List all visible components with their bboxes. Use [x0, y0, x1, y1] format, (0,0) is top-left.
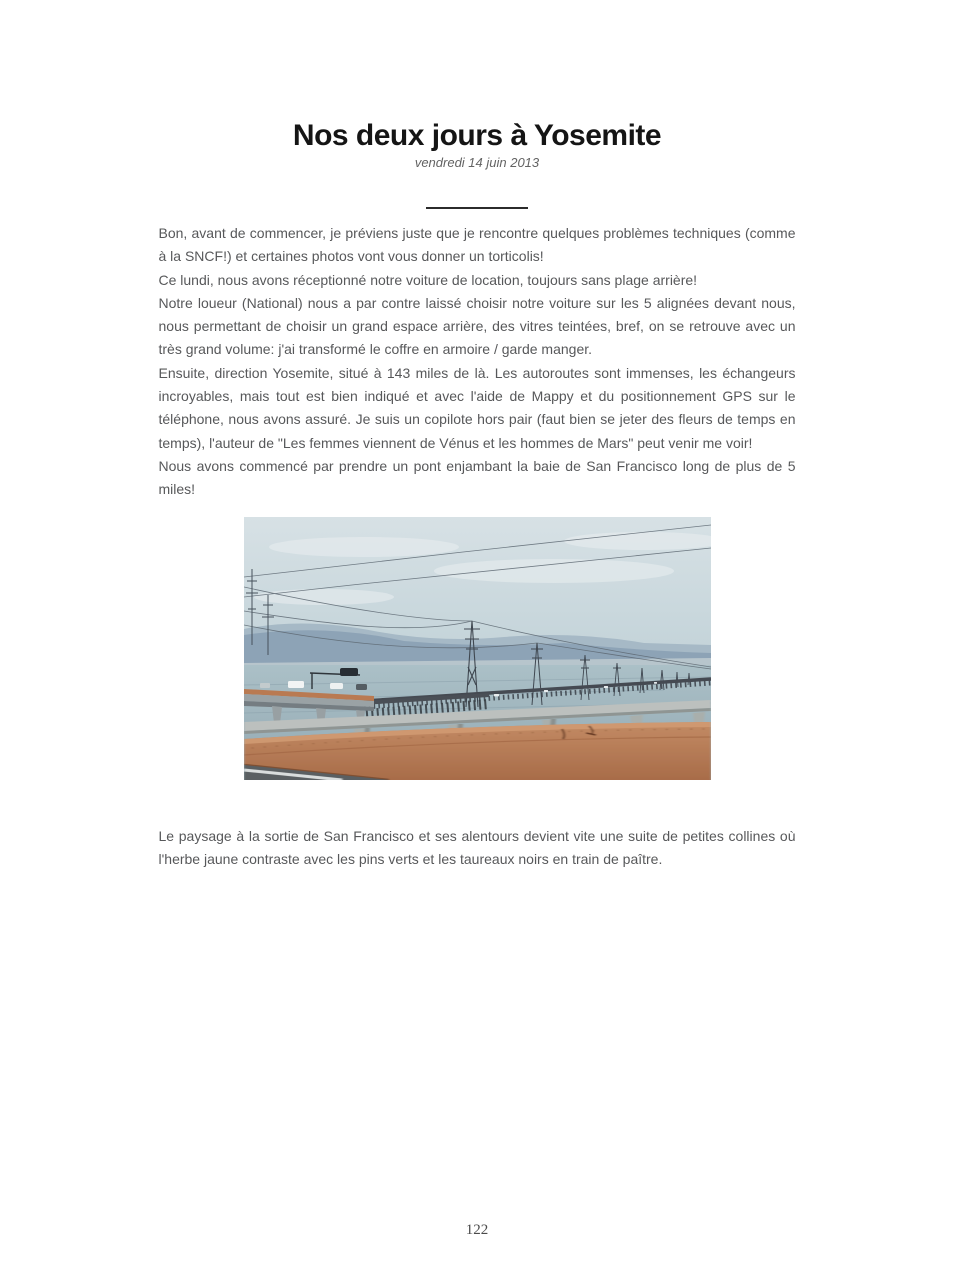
- bay-bridge-photo: [244, 517, 711, 780]
- bay-bridge-photo-graphic: [244, 517, 711, 780]
- divider-rule: [426, 207, 528, 209]
- article-body: [159, 222, 796, 871]
- page-number: 122: [465, 1222, 489, 1238]
- body-paragraph: Nous avons commencé par prendre un pont enjambant la baie de San Francisco long de plus de 5 miles!: [158, 457, 796, 498]
- body-paragraph: Notre loueur (National) nous a par contre laissé choisir notre voiture sur les 5 alignées devant nous, nous permettant de choisir un grand espace arrière, des vitres teintées, bref, on se retrouve avec un très grand volume: j'ai transformé le coffre en armoire / garde manger.: [158, 294, 796, 358]
- page-title: Nos deux jours à Yosemite: [292, 119, 662, 152]
- body-paragraph: Le paysage à la sortie de San Francisco et ses alentours devient vite une suite de petites collines où l'herbe jaune contraste avec les pins verts et les taureaux noirs en train de paître.: [158, 827, 796, 867]
- page-subtitle: vendredi 14 juin 2013: [414, 155, 540, 170]
- body-paragraph: Ensuite, direction Yosemite, situé à 143 miles de là. Les autoroutes sont immenses, les échangeurs incroyables, mais tout est bien indiqué et avec l'aide de Mappy et du positionnement GPS sur le téléphone, nous avons assuré. Je suis un copilote hors pair (faut bien se jeter des fleurs de temps en temps), l'auteur de "Les femmes viennent de Vénus et les hommes de Mars" peut venir me voir!: [158, 364, 796, 451]
- body-paragraph: Bon, avant de commencer, je préviens juste que je rencontre quelques problèmes techniques (comme à la SNCF!) et certaines photos vont vous donner un torticolis!: [158, 225, 796, 265]
- body-paragraph: Ce lundi, nous avons réceptionné notre voiture de location, toujours sans plage arrière!: [158, 271, 698, 288]
